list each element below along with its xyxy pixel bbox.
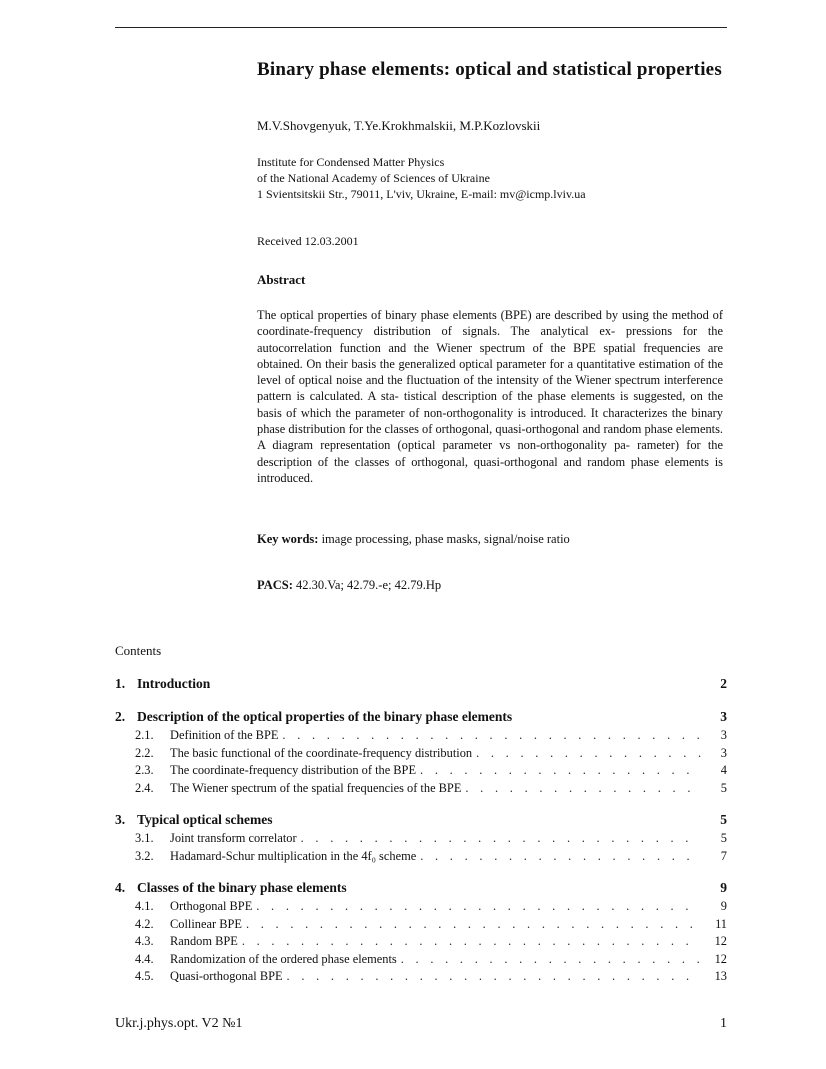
toc-subsection-number: 4.2. <box>135 916 154 931</box>
abstract-heading: Abstract <box>257 272 306 287</box>
toc-section <box>115 709 727 798</box>
abstract-line: tistical description of the phase elements is suggested, on the basis of which the <box>257 389 723 420</box>
toc-subsection-number: 2.2. <box>135 745 154 760</box>
toc-section-row[interactable] <box>115 709 727 728</box>
toc-subsection-row[interactable] <box>115 763 727 781</box>
keywords <box>257 532 570 547</box>
toc-subsection-row[interactable] <box>115 746 727 764</box>
toc-dot-leader <box>301 831 701 846</box>
toc-section-row[interactable] <box>115 812 727 831</box>
toc-section-title: Typical optical schemes <box>137 812 273 827</box>
toc-subsection-page: 7 <box>720 848 727 863</box>
affiliation-line: Institute for Condensed Matter Physics <box>257 155 445 169</box>
toc-subsection-page: 9 <box>720 899 727 913</box>
toc-subsection-title: Hadamard-Schur multiplication in the 4f₀ scheme <box>170 848 417 863</box>
toc-subsection-number: 4.3. <box>135 934 154 948</box>
abstract-line: pressions for the autocorrelation function and the Wiener spectrum of the BPE <box>257 324 724 355</box>
toc-subsection-row[interactable] <box>115 831 727 849</box>
toc-section-title: Description of the optical properties of the binary phase elements <box>137 709 513 724</box>
toc-section-row[interactable] <box>115 676 727 695</box>
toc-subsection-title: Joint transform correlator <box>170 831 297 845</box>
received-date: Received 12.03.2001 <box>257 234 359 248</box>
toc-subsection-number: 2.4. <box>135 780 154 795</box>
abstract-line: the method of coordinate-frequency distribution of signals. The analytical ex- <box>257 308 723 339</box>
toc-section <box>115 880 727 987</box>
abstract-line: The optical properties of binary phase elements (BPE) are described by using <box>257 308 649 322</box>
toc-subsection-row[interactable] <box>115 952 727 970</box>
toc-subsection-title: Collinear BPE <box>170 916 242 931</box>
toc-subsection-number: 4.1. <box>135 899 154 913</box>
toc-subsection-number: 4.4. <box>135 951 154 966</box>
toc-section-page: 5 <box>720 812 727 827</box>
pacs-label: PACS: <box>257 578 293 592</box>
footer-page-number: 1 <box>720 1016 727 1031</box>
toc-subsection-title: Quasi-orthogonal BPE <box>170 969 283 983</box>
toc-subsection-title: The coordinate-frequency distribution of the BPE <box>170 763 417 777</box>
toc-section-title: Classes of the binary phase elements <box>137 880 347 895</box>
top-rule <box>115 27 727 28</box>
toc-section <box>115 676 727 695</box>
toc-subsection-title: Orthogonal BPE <box>170 899 253 913</box>
toc-subsection-number: 4.5. <box>135 969 154 983</box>
footer-journal: Ukr.j.phys.opt. V2 №1 <box>115 1016 243 1031</box>
toc-subsection-row[interactable] <box>115 728 727 746</box>
toc-subsection-row[interactable] <box>115 899 727 917</box>
abstract-line: distribution for the classes of orthogonal, quasi-orthogonal and random phase <box>288 422 673 437</box>
toc-dot-leader <box>246 917 701 932</box>
toc-section-page: 3 <box>720 709 727 724</box>
toc-subsection-page: 4 <box>720 763 727 777</box>
toc-subsection-page: 5 <box>720 780 727 795</box>
toc-section-number: 1. <box>115 676 126 691</box>
keywords-label: Key words: <box>257 532 319 546</box>
abstract-line: random phase elements is introduced. <box>257 454 723 485</box>
toc-subsection-page: 13 <box>714 969 727 983</box>
toc-section-number: 3. <box>115 812 126 827</box>
table-of-contents <box>115 676 727 1001</box>
toc-subsection-number: 2.3. <box>135 763 154 777</box>
toc-dot-leader <box>287 969 701 984</box>
toc-subsection-number: 2.1. <box>135 728 154 742</box>
toc-dot-leader <box>420 763 701 778</box>
toc-subsection-page: 3 <box>720 745 727 760</box>
toc-dot-leader <box>476 746 701 761</box>
toc-dot-leader <box>242 934 701 949</box>
toc-section-page: 2 <box>720 676 727 691</box>
toc-section-number: 4. <box>115 880 126 895</box>
affiliation-line: 1 Svientsitskii Str., 79011, L'viv, Ukraine, E-mail: mv@icmp.lviv.ua <box>257 187 586 201</box>
toc-section-row[interactable] <box>115 880 727 899</box>
toc-subsection-page: 3 <box>720 728 727 742</box>
abstract-line: for a quantitative estimation of the level of optical noise and the fluctuation of <box>257 356 723 388</box>
toc-subsection-number: 3.2. <box>135 848 154 863</box>
toc-subsection-page: 12 <box>714 951 727 966</box>
abstract-line: spatial frequencies are obtained. On their basis the generalized optical parameter <box>257 340 724 371</box>
toc-subsection-page: 12 <box>714 934 727 948</box>
toc-subsection-title: Random BPE <box>170 934 238 948</box>
affiliation <box>257 154 586 202</box>
toc-dot-leader <box>256 899 701 914</box>
toc-section-title: Introduction <box>137 676 211 691</box>
pacs-text: 42.30.Va; 42.79.-e; 42.79.Hp <box>296 578 442 592</box>
authors: M.V.Shovgenyuk, T.Ye.Krokhmalskii, M.P.Kozlovskii <box>257 118 541 133</box>
toc-subsection-title: The Wiener spectrum of the spatial frequencies of the BPE <box>170 780 462 795</box>
toc-section-number: 2. <box>115 709 126 724</box>
toc-subsection-number: 3.1. <box>135 831 154 845</box>
toc-subsection-title: The basic functional of the coordinate-frequency distribution <box>170 745 473 760</box>
abstract-body <box>257 307 723 486</box>
abstract-line: rameter) for the description of the classes of orthogonal, quasi-orthogonal and <box>257 438 723 469</box>
toc-subsection-title: Randomization of the ordered phase elements <box>170 951 397 966</box>
toc-dot-leader <box>282 728 701 743</box>
toc-subsection-title: Definition of the BPE <box>170 728 279 742</box>
toc-section <box>115 812 727 866</box>
toc-dot-leader <box>401 952 701 967</box>
toc-section-page: 9 <box>720 880 727 895</box>
toc-subsection-row[interactable] <box>115 917 727 935</box>
toc-subsection-page: 5 <box>720 831 727 845</box>
pacs <box>257 578 441 593</box>
abstract-line: the intensity of the Wiener spectrum interference pattern is calculated. A sta- <box>257 373 723 404</box>
toc-subsection-row[interactable] <box>115 849 727 867</box>
contents-heading: Contents <box>115 643 162 658</box>
toc-dot-leader <box>420 849 701 864</box>
paper-title: Binary phase elements: optical and statistical properties <box>257 59 722 80</box>
toc-subsection-row[interactable] <box>115 781 727 799</box>
toc-subsection-page: 11 <box>715 916 727 931</box>
toc-subsection-row[interactable] <box>115 969 727 987</box>
toc-dot-leader <box>465 781 701 796</box>
affiliation-line: of the National Academy of Sciences of Ukraine <box>257 171 490 185</box>
toc-subsection-row[interactable] <box>115 934 727 952</box>
abstract-line: parameter of non-orthogonality is introduced. It characterizes the binary phase <box>257 405 723 437</box>
keywords-text: image processing, phase masks, signal/noise ratio <box>321 532 570 546</box>
abstract-line: elements. A diagram representation (optical parameter vs non-orthogonality pa- <box>257 422 723 453</box>
